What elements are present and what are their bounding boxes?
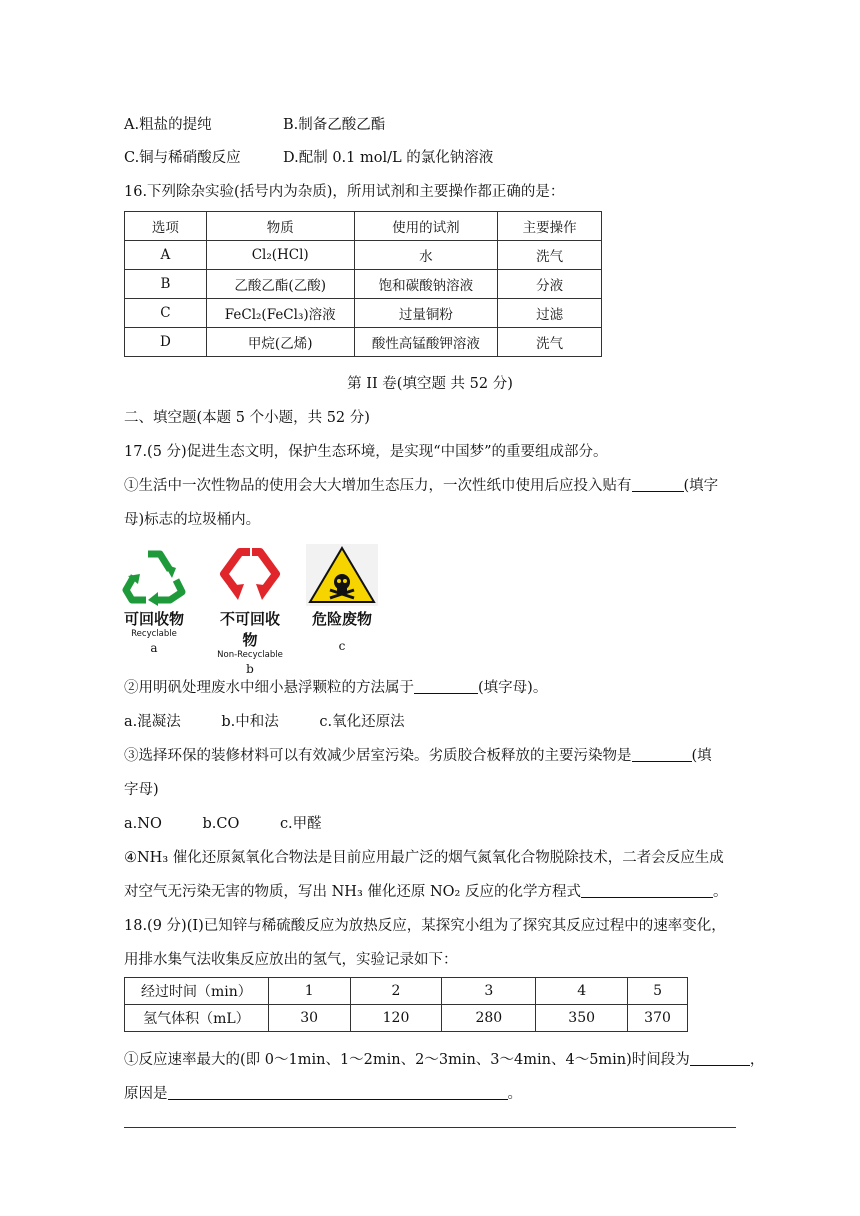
header-cell: 使用的试剂	[354, 212, 498, 241]
table-cell: 乙酸乙酯(乙酸)	[206, 270, 354, 299]
recycle-arrows-icon	[118, 544, 190, 606]
table-cell: 4	[536, 978, 628, 1005]
q17-part4: ④NH₃ 催化还原氮氧化合物法是目前应用最广泛的烟气氮氧化合物脱除技术，二者会反应生成	[124, 850, 724, 866]
non-recyclable-arrows-icon	[214, 544, 286, 606]
table-cell: 1	[268, 978, 350, 1005]
table-cell: 洗气	[498, 328, 602, 357]
answer-blank[interactable]	[581, 883, 713, 899]
hazardous-waste-sign	[306, 544, 378, 653]
q17-part3-cont: 字母)	[124, 782, 159, 798]
option-a: a.NO	[124, 816, 162, 832]
q17-intro: 17.(5 分)促进生态文明，保护生态环境，是实现“中国梦”的重要组成部分。	[124, 444, 608, 460]
q17-part2-hint: (填字母)。	[478, 680, 548, 696]
q18-reason-label: 原因是	[124, 1086, 168, 1102]
option-c: c.氧化还原法	[319, 714, 405, 730]
q17-part4-end: 。	[712, 884, 728, 900]
table-cell: 酸性高锰酸钾溶液	[354, 328, 498, 357]
table-row	[125, 241, 602, 270]
table-cell: Cl₂(HCl)	[206, 241, 354, 270]
table-cell: D	[125, 328, 207, 357]
header-cell: 物质	[206, 212, 354, 241]
q15-option-d: D.配制 0.1 mol/L 的氯化钠溶液	[283, 150, 494, 166]
table-cell: 洗气	[498, 241, 602, 270]
q17-part1-cont: 母)标志的垃圾桶内。	[124, 512, 261, 528]
q15-option-b: B.制备乙酸乙酯	[283, 117, 386, 133]
table-row	[125, 299, 602, 328]
table-cell: 过量铜粉	[354, 299, 498, 328]
option-b: b.中和法	[221, 714, 279, 730]
sign-label-en: Recyclable	[131, 629, 177, 639]
q17-part3-hint: (填	[691, 748, 712, 764]
section-heading: 二、填空题(本题 5 个小题，共 52 分)	[124, 410, 370, 426]
hazard-skull-icon	[306, 544, 378, 606]
q18-part1-text: ①反应速率最大的(即 0～1min、1～2min、2～3min、3～4min、4～5min)时间段为	[124, 1052, 690, 1068]
answer-blank[interactable]	[632, 477, 684, 493]
sign-letter: c	[338, 639, 346, 653]
sign-label-cn: 可回收物	[123, 610, 184, 628]
q15-option-c: C.铜与稀硝酸反应	[124, 150, 241, 166]
q17-part2	[124, 676, 547, 697]
option-c: c.甲醛	[279, 816, 322, 832]
table-cell: 5	[628, 978, 688, 1005]
q17-part1	[124, 474, 718, 495]
q17-part3	[124, 744, 712, 765]
table-cell: B	[125, 270, 207, 299]
table-cell: 350	[536, 1005, 628, 1032]
q18-part1-end: ，	[749, 1052, 765, 1068]
sign-letter: a	[150, 641, 158, 655]
q18-table	[124, 977, 688, 1032]
table-cell: 水	[354, 241, 498, 270]
non-recyclable-sign	[214, 544, 286, 676]
table-cell: A	[125, 241, 207, 270]
footer-rule	[124, 1127, 736, 1128]
sign-label-cn: 危险废物	[311, 610, 372, 628]
table-cell: FeCl₂(FeCl₃)溶液	[206, 299, 354, 328]
answer-blank[interactable]	[414, 679, 478, 695]
section-title: 第 II 卷(填空题 共 52 分)	[347, 376, 513, 392]
table-row	[125, 978, 688, 1005]
table-row	[125, 270, 602, 299]
table-row	[125, 328, 602, 357]
table-cell: 甲烷(乙烯)	[206, 328, 354, 357]
recyclable-sign	[118, 544, 190, 655]
q17-part1-hint: (填字	[683, 478, 719, 494]
q17-part3-text: ③选择环保的装修材料可以有效减少居室污染。劣质胶合板释放的主要污染物是	[124, 748, 632, 764]
q15-option-a: A.粗盐的提纯	[124, 117, 212, 133]
table-cell: 120	[350, 1005, 442, 1032]
table-cell: 2	[350, 978, 442, 1005]
q16-stem: 16.下列除杂实验(括号内为杂质)，所用试剂和主要操作都正确的是：	[124, 184, 565, 200]
option-b: b.CO	[202, 816, 240, 832]
table-cell: 过滤	[498, 299, 602, 328]
q18-part1	[124, 1048, 764, 1069]
answer-blank[interactable]	[690, 1051, 750, 1067]
table-cell: 30	[268, 1005, 350, 1032]
sign-letter: b	[246, 662, 254, 676]
answer-blank[interactable]	[168, 1085, 508, 1101]
q16-table	[124, 211, 602, 357]
option-a: a.混凝法	[124, 714, 181, 730]
q17-part2-options	[124, 710, 405, 731]
table-header-row	[125, 212, 602, 241]
q17-part3-options	[124, 812, 322, 833]
header-cell: 选项	[125, 212, 207, 241]
answer-blank[interactable]	[632, 747, 692, 763]
q17-part2-text: ②用明矾处理废水中细小悬浮颗粒的方法属于	[124, 680, 414, 696]
q17-part4-cont	[124, 880, 727, 901]
header-cell: 主要操作	[498, 212, 602, 241]
q18-intro-cont: 用排水集气法收集反应放出的氢气，实验记录如下：	[124, 952, 458, 968]
table-cell: 280	[442, 1005, 536, 1032]
sign-label-cn: 不可回收物	[219, 610, 280, 649]
row-label: 氢气体积（mL）	[125, 1005, 269, 1032]
q18-intro: 18.(9 分)(I)已知锌与稀硫酸反应为放热反应，某探究小组为了探究其反应过程中的速率变化，	[124, 918, 726, 934]
table-cell: 分液	[498, 270, 602, 299]
sign-label-en: Non-Recyclable	[217, 650, 283, 660]
q17-part1-text: ①生活中一次性物品的使用会大大增加生态压力，一次性纸巾使用后应投入贴有	[124, 478, 632, 494]
table-cell: C	[125, 299, 207, 328]
row-label: 经过时间（min）	[125, 978, 269, 1005]
q18-part1-reason	[124, 1082, 522, 1103]
table-cell: 3	[442, 978, 536, 1005]
q17-part4-text: 对空气无污染无害的物质，写出 NH₃ 催化还原 NO₂ 反应的化学方程式	[124, 884, 581, 900]
table-cell: 370	[628, 1005, 688, 1032]
table-row	[125, 1005, 688, 1032]
table-cell: 饱和碳酸钠溶液	[354, 270, 498, 299]
q18-reason-end: 。	[507, 1086, 522, 1102]
